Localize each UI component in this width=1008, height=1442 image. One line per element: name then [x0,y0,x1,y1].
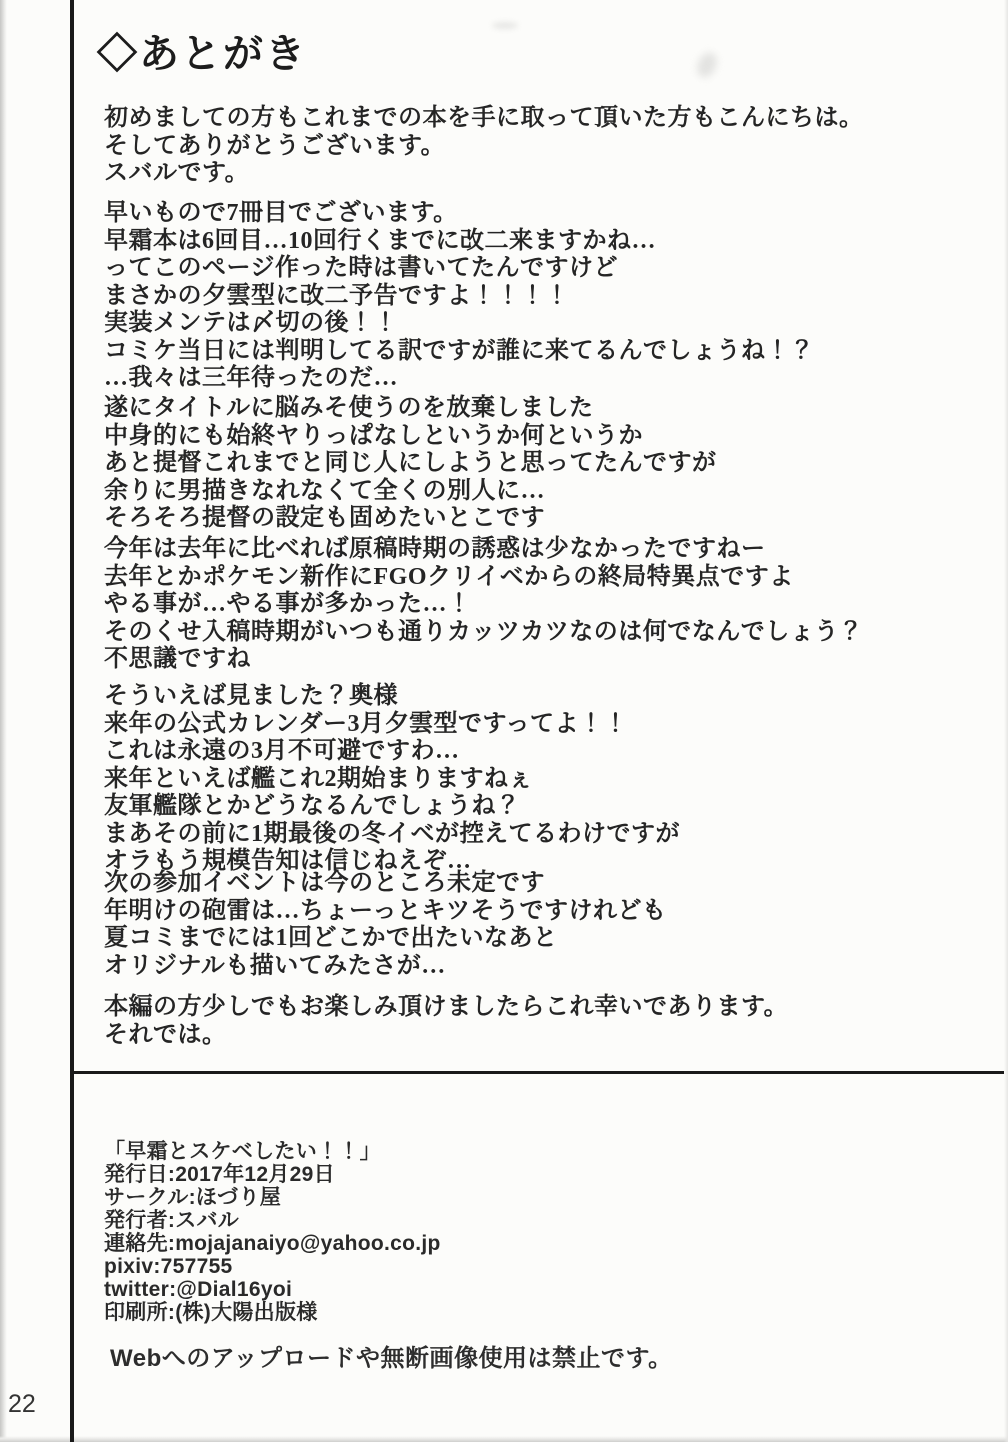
scan-edge-bottom [0,1436,1008,1442]
section-divider-rule [70,1071,1004,1074]
afterword-line: コミケ当日には判明してる訳ですが誰に来てるんでしょうね！？ [104,337,815,364]
afterword-line: そのくせ入稿時期がいつも通りカッツカツなのは何でなんでしょう？ [104,618,864,645]
afterword-line: 余りに男描きなれなくて全くの別人に… [104,477,545,504]
afterword-paragraph-closing [104,994,788,1049]
scan-edge-right [1004,0,1008,1442]
afterword-paragraph-next-event [104,870,667,980]
afterword-line: あと提督これまでと同じ人にしようと思ってたんですが [104,450,717,476]
afterword-line: 次の参加イベントは今のところ未定です [104,870,545,896]
afterword-line: 友軍艦隊とかどうなるんでしょうね？ [104,793,521,819]
upload-prohibition-notice: Webへのアップロードや無断画像使用は禁止です。 [110,1345,673,1372]
scan-smudge [492,22,518,29]
afterword-line: 夏コミまでには1回どこかで出たいなあと [104,925,558,951]
colophon [104,1140,441,1324]
scan-smudge [693,49,720,80]
page-title: ◇あとがき [97,31,307,76]
colophon-pixiv-id: pixiv:757755 [104,1255,233,1278]
colophon-circle: サークル:ほづり屋 [104,1186,282,1209]
afterword-paragraph-seventh-book [104,200,815,393]
afterword-line: 実装メンテは〆切の後！！ [104,310,398,336]
afterword-line: 遂にタイトルに脳みそ使うのを放棄しました [104,395,594,421]
afterword-line: まさかの夕雲型に改二予告ですよ！！！！ [104,282,570,309]
afterword-line: 初めましての方もこれまでの本を手に取って頂いた方もこんにちは。 [104,105,864,131]
afterword-line: オラもう規模告知は信じねえぞ… [104,848,472,874]
afterword-line: 早霜本は6回目…10回行くまでに改二来ますかね… [104,227,656,254]
afterword-line: 中身的にも始終ヤりっぱなしというか何というか [104,422,643,449]
afterword-line: 早いもので7冊目でございます。 [104,200,458,226]
afterword-line: 来年の公式カレンダー3月夕雲型ですってよ！！ [104,710,628,737]
afterword-line: 本編の方少しでもお楽しみ頂けましたらこれ幸いであります。 [104,994,789,1020]
afterword-line: 不思議ですね [104,646,251,672]
colophon-publish-date: 発行日:2017年12月29日 [104,1163,335,1186]
afterword-line: ってこのページ作った時は書いてたんですけど [104,255,619,281]
afterword-line: オリジナルも描いてみたさが… [104,952,446,979]
colophon-publisher: 発行者:スバル [104,1209,240,1232]
afterword-line: これは永遠の3月不可避ですわ… [104,738,460,764]
afterword-line: 年明けの砲雷は…ちょーっとキツそうですけれども [104,897,667,924]
afterword-line: まあその前に1期最後の冬イベが控えてるわけですが [104,820,680,847]
afterword-line: そしてありがとうございます。 [104,132,446,159]
afterword-line: 今年は去年に比べれば原稿時期の誘惑は少なかったですねー [104,536,766,562]
afterword-line: 去年とかポケモン新作にFGOクリイベからの終局特異点ですよ [104,563,794,590]
scan-edge-left [0,0,7,1442]
afterword-line: そろそろ提督の設定も固めたいとこです [104,505,545,531]
afterword-line: そういえば見ました？奥様 [104,683,398,709]
colophon-contact-email: 連絡先:mojajanaiyo@yahoo.co.jp [104,1232,441,1255]
afterword-paragraph-this-year [104,536,863,674]
colophon-book-title: 「早霜とスケベしたい！！」 [104,1140,381,1163]
afterword-line: 来年といえば艦これ2期始まりますねぇ [104,765,533,792]
afterword-line: スバルです。 [104,160,250,186]
colophon-printer: 印刷所:(株)大陽出版様 [104,1301,318,1324]
colophon-twitter-handle: twitter:@Dial16yoi [104,1278,293,1301]
frame-vertical-rule [70,0,74,1442]
afterword-line: …我々は三年待ったのだ… [104,365,398,391]
afterword-paragraph-title-talk [104,395,717,533]
afterword-paragraph-calendar [104,683,680,876]
afterword-paragraph-greeting [104,105,864,188]
afterword-line: やる事が…やる事が多かった…！ [104,591,472,617]
afterword-line: それでは。 [104,1021,227,1048]
page-number: 22 [8,1390,36,1418]
